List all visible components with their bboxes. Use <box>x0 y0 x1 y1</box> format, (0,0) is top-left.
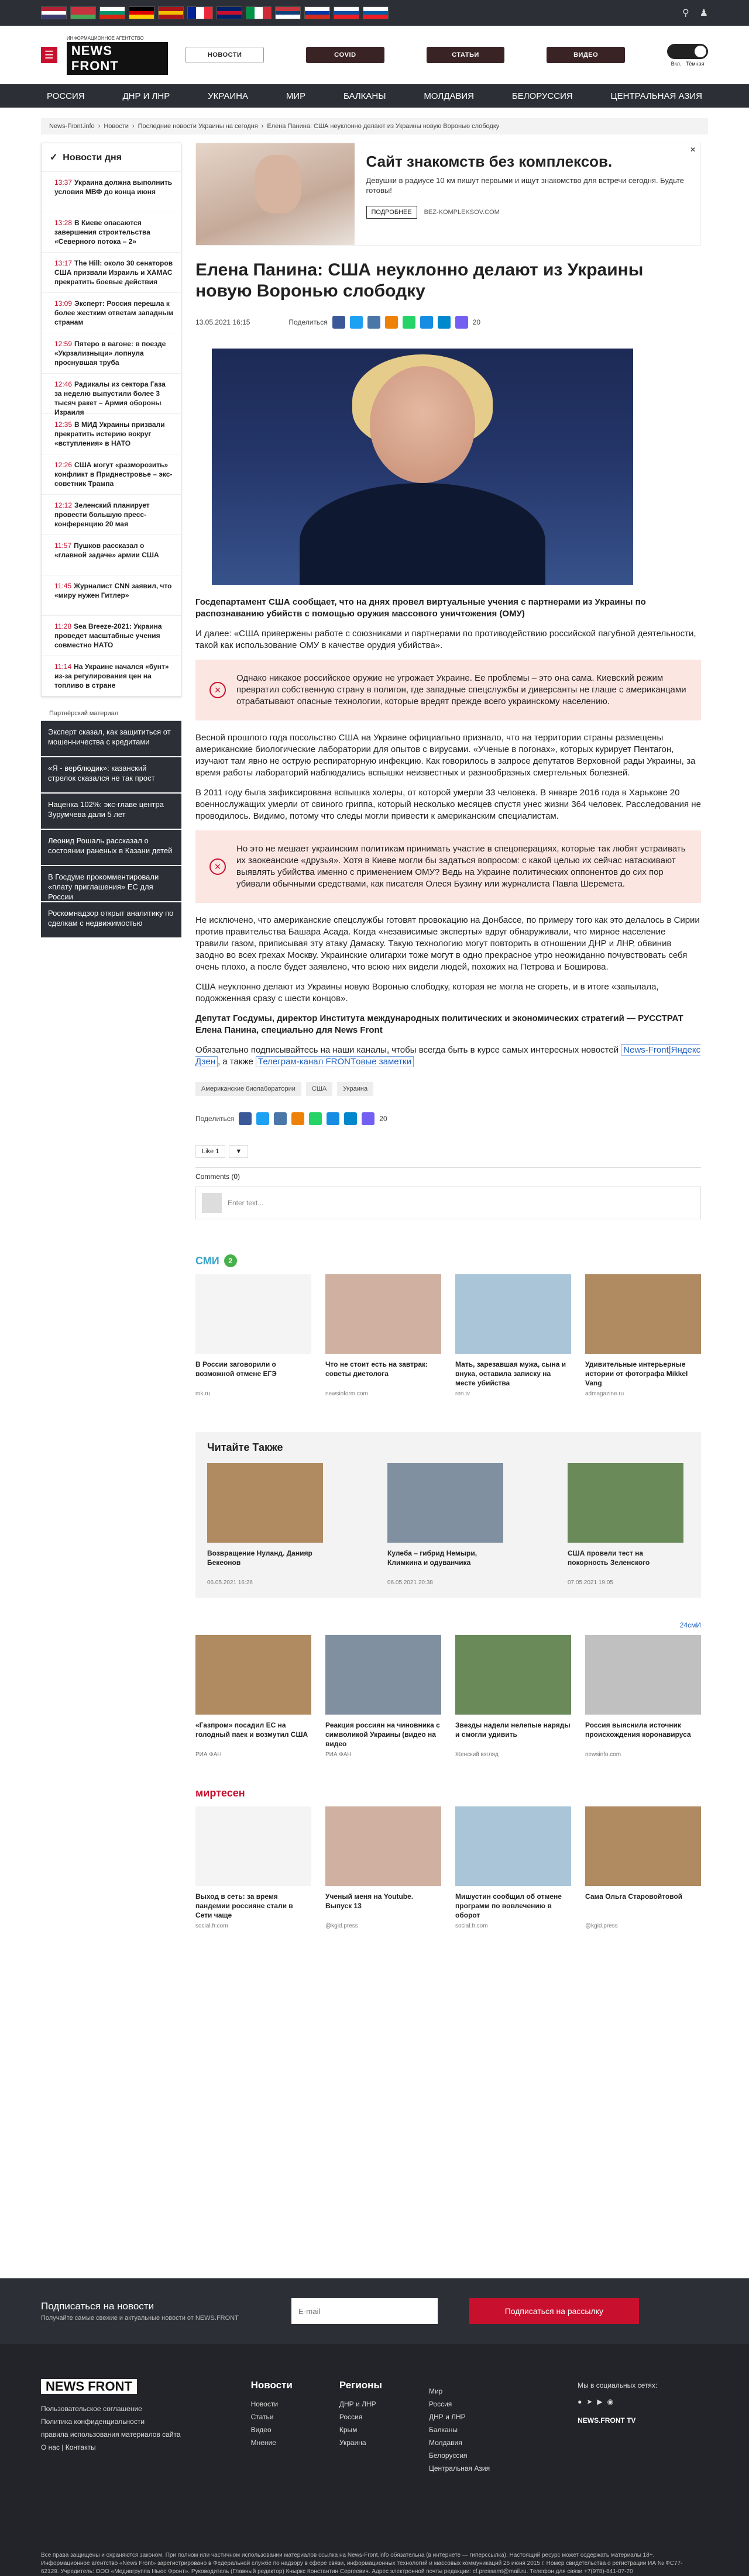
card-source: ren.tv <box>455 1391 470 1397</box>
card-item[interactable] <box>195 1806 311 1929</box>
zen-link[interactable]: News-Front|Яндекс Дзен <box>195 1045 701 1067</box>
legal-text: Все права защищены и охраняются законом. При полном или частичном использовании материалов ссылка на News-Front.info обязательна (в интернете — гиперссылка). Настоящий ресурс может содержать материалы 18+. Информационное агентство «News Front» зарегистрировано в Федеральной службе по надзору в сфере связи, информационных технологий и массовых коммуникаций 26 июня 2015 г. Номер свидетельства о регистрации ИА № ФС77-62129. Учредитель: ООО «Медиагруппа Ньюс Фронт». Руководитель (Главный редактор) Кныркс Константин Сергеевич. Адрес электронной почты редакции: cf.pressamt@mail.ru. Телефон для связи +7(978)-841-07-70 <box>41 2552 683 2575</box>
footer-region-link[interactable]: Молдавия <box>428 2439 462 2447</box>
comments-section <box>195 1167 701 1219</box>
ok-icon[interactable] <box>291 1112 304 1125</box>
article-author: Депутат Госдумы, директор Института международных политических и экономических стратегий — РУССТРАТ Елена Панина, специально для News Front <box>195 1013 683 1035</box>
like-bar <box>195 1145 701 1158</box>
card-source: РИА ФАН <box>325 1751 352 1758</box>
site-logo[interactable] <box>67 36 168 75</box>
card-title[interactable]: Кулеба – гибрид Немыри, Климкина и одуванчика <box>387 1549 477 1567</box>
article-quote: × Однако никакое российское оружие не угрожает Украине. Ее проблемы – это она сама. Киевский режим превратил собственную страну в полигон, где западные спецслужбы и диверсанты не глаше с американцами отрабатывают опасные технологии, которые вредят прежде всего украинскому населению. <box>195 660 701 720</box>
news-time: 12:59 <box>54 340 73 348</box>
card-title[interactable]: Россия выяснила источник происхождения коронавируса <box>585 1721 691 1739</box>
sidebar-news-item[interactable] <box>42 414 181 454</box>
flag-by-icon[interactable] <box>70 6 96 19</box>
flag-bg-icon[interactable] <box>99 6 125 19</box>
share-count: 20 <box>379 1115 387 1123</box>
toggle-dark-label: Тёмная <box>685 60 705 67</box>
nav-dnr-lnr[interactable]: ДНР И ЛНР <box>122 91 170 101</box>
card-source: admagazine.ru <box>585 1391 624 1397</box>
mirtesen-logo[interactable]: миртесен <box>195 1787 245 1799</box>
covid-button[interactable]: COVID <box>306 47 384 63</box>
site-header <box>0 26 749 84</box>
news-time: 11:57 <box>54 542 72 550</box>
news-time: 11:45 <box>54 582 72 590</box>
news-button[interactable]: НОВОСТИ <box>185 47 264 63</box>
main-nav <box>0 84 749 108</box>
quote-icon: × <box>209 858 226 875</box>
card-title[interactable]: В России заговорили о возможной отмене ЕГЭ <box>195 1360 277 1378</box>
crumb-home[interactable]: News-Front.info <box>49 123 95 130</box>
flag-de-icon[interactable] <box>129 6 154 19</box>
card-title[interactable]: Мишустин сообщил об отмене программ по вовлечению в оборот <box>455 1892 562 1919</box>
ok-icon[interactable] <box>385 316 398 329</box>
card-title[interactable]: США провели тест на покорность Зеленского <box>568 1549 650 1567</box>
card-image <box>325 1806 441 1886</box>
site-footer <box>0 2344 749 2576</box>
crumb-current: Елена Панина: США неуклонно делают из Украины новую Воронью слободку <box>267 123 500 130</box>
partner-item[interactable]: Леонид Рошаль рассказал о состоянии раненых в Казани детей <box>41 830 181 866</box>
card-title[interactable]: Реакция россиян на чиновника с символикой Украины (видео на видео <box>325 1721 440 1748</box>
vk-icon[interactable] <box>274 1112 287 1125</box>
footer-news-link[interactable]: Статьи <box>250 2413 274 2421</box>
card-image <box>207 1463 323 1543</box>
user-icon[interactable]: ♟ <box>699 8 708 18</box>
top-bar <box>0 0 749 26</box>
flag-it-icon[interactable] <box>246 6 272 19</box>
card-title[interactable]: Что не стоит есть на завтрак: советы диетолога <box>325 1360 428 1378</box>
card-source: social.fr.com <box>195 1923 228 1929</box>
card-image <box>455 1635 571 1715</box>
footer-link[interactable]: Пользовательское соглашение <box>41 2405 142 2413</box>
ok-icon[interactable]: ◉ <box>607 2398 614 2406</box>
news-time: 13:17 <box>54 259 73 267</box>
telegram-icon[interactable] <box>438 316 451 329</box>
footer-regions-title: Регионы <box>339 2380 382 2391</box>
smi2-logo[interactable]: 24смИ <box>679 1621 701 1629</box>
telegram-icon[interactable] <box>344 1112 357 1125</box>
sidebar-news-item[interactable] <box>42 172 181 212</box>
article-paragraph: И далее: «США привержены работе с союзниками и партнерами по противодействию российской пагубной деятельности, такой как использование ОМУ в качестве орудия убийства». <box>195 629 696 650</box>
footer-news-link[interactable]: Видео <box>250 2426 272 2434</box>
article-paragraph: Весной прошлого года посольство США на Украине официально признало, что на территории страны размещены американские биологические лаборатории для опытов с вирусами. «Ученые в погонах», которых курирует Пентагон, изучают там явно не острую респираторную инфекцию. Как говорилось в запросе депутатов Верховной рады Украины, за время работы лабораторий наблюдались вспышки неизвестных и разнообразных смертельных болезней. <box>195 733 696 778</box>
card-image <box>455 1274 571 1354</box>
card-source: Женский взгляд <box>455 1751 499 1758</box>
like-button[interactable]: Like 1 <box>195 1145 225 1158</box>
twitter-icon[interactable] <box>256 1112 269 1125</box>
moimir-icon[interactable] <box>420 316 433 329</box>
footer-region-link[interactable]: Россия <box>428 2400 452 2408</box>
card-item[interactable] <box>325 1274 441 1397</box>
news-time: 12:46 <box>54 380 73 388</box>
news-time: 11:14 <box>54 663 72 671</box>
card-item[interactable] <box>195 1274 311 1397</box>
article-subscribe-note: Обязательно подписывайтесь на наши каналы, чтобы всегда быть в курсе самых интересных новостей News-Front|Яндекс Дзен , а также Телеграм-канал FRONTовые заметки <box>195 1045 701 1067</box>
moimir-icon[interactable] <box>327 1112 339 1125</box>
tag[interactable]: Украина <box>337 1082 373 1096</box>
crumb-ukraine[interactable]: Последние новости Украины на сегодня <box>138 123 258 130</box>
card-image <box>195 1635 311 1715</box>
nav-russia[interactable]: РОССИЯ <box>47 91 85 101</box>
card-item[interactable] <box>325 1806 441 1929</box>
search-icon[interactable]: ⚲ <box>682 8 689 18</box>
footer-news-link[interactable]: Мнение <box>250 2439 276 2447</box>
ad-text: Девушки в радиусе 10 км пишут первыми и ищут знакомство для встречи сегодня. Будьте готовы! <box>366 176 684 195</box>
nav-balkans[interactable]: БАЛКАНЫ <box>343 91 386 101</box>
article-quote: × Но это не мешает украинским политикам принимать участие в спецоперациях, которые так любят устраивать их заокеанские «друзья». Хотя в Киеве могли бы задаться вопросом: с какой целью их сейчас натаскивают выявлять убийства именно с применением ОМУ? Ведь на Украине политических оппонентов до сих пор убивали обычными средствами, как писателя Олеся Бузину или журналиста Павла Шеремета. <box>195 830 701 903</box>
footer-region-link[interactable]: ДНР и ЛНР <box>339 2400 376 2408</box>
news-text: Украина должна выполнить условия МВФ до конца июня <box>54 178 173 196</box>
viber-icon[interactable] <box>362 1112 374 1125</box>
comment-input[interactable]: Enter text... <box>195 1187 701 1219</box>
card-title[interactable]: Ученый меня на Youtube. Выпуск 13 <box>325 1892 414 1910</box>
card-source: newsinfo.com <box>585 1751 621 1758</box>
card-image <box>387 1463 503 1543</box>
partner-item[interactable]: Роскомнадзор открыт аналитику по сделкам с недвижимостью <box>41 902 181 939</box>
card-image <box>325 1274 441 1354</box>
vk-icon[interactable] <box>367 316 380 329</box>
sidebar-news-item[interactable] <box>42 212 181 253</box>
sidebar-news-item[interactable] <box>42 575 181 616</box>
sidebar-news-item[interactable] <box>42 616 181 656</box>
footer-news-title: Новости <box>250 2380 293 2391</box>
news-text: Радикалы из сектора Газа за неделю выпустили более 3 тысяч ракет – Армия обороны Израиля <box>54 380 166 416</box>
card-image <box>568 1463 683 1543</box>
footer-logo[interactable]: NEWS FRONT <box>41 2379 137 2394</box>
card-image <box>195 1274 311 1354</box>
check-icon: ✓ <box>50 153 58 163</box>
crumb-news[interactable]: Новости <box>104 123 129 130</box>
card-title[interactable]: Возвращение Нуланд. Данияр Бекеонов <box>207 1549 312 1567</box>
share-label: Поделиться <box>195 1115 235 1123</box>
footer-region-link[interactable]: Украина <box>339 2439 366 2447</box>
subscribe-title: Подписаться на новости <box>41 2301 154 2312</box>
read-also <box>195 1432 701 1598</box>
subscribe-button[interactable]: Подписаться на рассылку <box>469 2298 639 2324</box>
article-paragraph: В 2011 году была зафиксирована вспышка холеры, от которой умерли 33 человека. В январе 2016 года в Харькове 20 военнослужащих умерли от свиного гриппа, который несколько месяцев спустя унес жизни 364 человек. Расследования не проводилось. Видимо, потому что следы могли привести к американским специалистам. <box>195 788 701 821</box>
card-title[interactable]: Выход в сеть: за время пандемии россияне стали в Сети чаще <box>195 1892 293 1919</box>
quote-icon: × <box>209 682 226 698</box>
news-time: 11:28 <box>54 622 72 630</box>
card-title[interactable]: Удивительные интерьерные истории от фотографа Mikkel Vang <box>585 1360 688 1387</box>
breadcrumb: News-Front.info › Новости › Последние новости Украины на сегодня › Елена Панина: США неуклонно делают из Украины новую Воронью слободку <box>41 118 708 135</box>
subscribe-text: Получайте самые свежие и актуальные новости от NEWS.FRONT <box>41 2315 239 2322</box>
ad-domain: BEZ-KOMPLEKSOV.COM <box>424 209 500 216</box>
article-date: 13.05.2021 16:15 <box>195 318 250 326</box>
ad-title[interactable]: Сайт знакомств без комплексов. <box>366 153 613 170</box>
news-text: Зеленский планирует провести большую пресс-конференцию 20 мая <box>54 501 150 528</box>
dark-mode-toggle[interactable] <box>667 44 708 67</box>
partner-item[interactable]: Наценка 102%: экс-главе центра Зурумчева дали 5 лет <box>41 794 181 830</box>
card-title[interactable]: Звезды надели нелепые наряды и смогли удивить <box>455 1721 571 1739</box>
card-source: @kgid.press <box>325 1923 358 1929</box>
logo-text: NEWS FRONT <box>67 42 168 75</box>
footer-link[interactable]: Политика конфиденциальности <box>41 2418 145 2426</box>
card-source: social.fr.com <box>455 1923 488 1929</box>
card-title[interactable]: Сама Ольга Старовойтовой <box>585 1892 683 1901</box>
smi-title: СМИ 2 <box>195 1254 701 1267</box>
footer-news-link[interactable]: Новости <box>250 2400 279 2408</box>
sidebar-news-item[interactable] <box>42 535 181 575</box>
news-text: The Hill: около 30 сенаторов США призвали Израиль и ХАМАС прекратить боевые действия <box>54 259 173 286</box>
article-photo <box>212 349 633 585</box>
news-text: В Киеве опасаются завершения строительства «Северного потока – 2» <box>54 219 150 246</box>
card-source: mk.ru <box>195 1391 210 1397</box>
news-of-day-title: ✓ Новости дня <box>42 143 181 172</box>
news-text: Пушков рассказал о «главной задаче» армии США <box>54 542 159 559</box>
article-meta <box>195 313 701 331</box>
whatsapp-icon[interactable] <box>403 316 415 329</box>
news-text: Эксперт: Россия перешла к более жестким ответам западным странам <box>54 299 174 326</box>
news-text: В МИД Украины призвали прекратить истерию вокруг «вступления» в НАТО <box>54 420 165 447</box>
card-item[interactable] <box>325 1635 441 1758</box>
card-item[interactable] <box>585 1274 701 1397</box>
flag-es-icon[interactable] <box>158 6 184 19</box>
social-title: Мы в социальных сетях: <box>578 2381 658 2389</box>
telegram-icon[interactable]: ➤ <box>586 2398 593 2406</box>
flag-us-icon[interactable] <box>41 6 67 19</box>
tag[interactable]: США <box>306 1082 332 1096</box>
partner-item[interactable]: В Госдуме прокомментировали «плату приглашения» ЕС для России <box>41 866 181 902</box>
share-count: 20 <box>472 318 481 326</box>
share-label: Поделиться <box>288 318 328 326</box>
sidebar-news-item[interactable] <box>42 454 181 495</box>
card-item[interactable] <box>455 1274 571 1397</box>
menu-icon[interactable]: ☰ <box>41 47 57 63</box>
tag[interactable]: Американские биолаборатории <box>195 1082 301 1096</box>
nav-belarus[interactable]: БЕЛОРУССИЯ <box>511 91 573 101</box>
facebook-icon[interactable] <box>332 316 345 329</box>
sidebar-news-item[interactable] <box>42 656 181 696</box>
flag-sk-icon[interactable] <box>334 6 359 19</box>
news-text: США могут «разморозить» конфликт в Приднестровье – экс-советник Трампа <box>54 461 173 488</box>
dislike-button[interactable]: ▼ <box>229 1145 248 1158</box>
footer-region-link[interactable]: Крым <box>339 2426 358 2434</box>
news-time: 12:26 <box>54 461 73 469</box>
flag-rs-icon[interactable] <box>275 6 301 19</box>
card-source: newsinform.com <box>325 1391 368 1397</box>
card-image <box>585 1274 701 1354</box>
viber-icon[interactable] <box>455 316 468 329</box>
article-paragraph: Не исключено, что американские спецслужбы готовят провокацию на Донбассе, по примеру того как это делалось в Сирии против правительства Башара Асада. Когда «независимые эксперты» вдруг обнаруживали, что мирное население травили газом, приписывая эту атаку Дамаску. Такую технологию могут повторить в отношении ДНР и ЛНР, обвинив заодно во всех грехах Москву. Украинские олигархи тоже могут в одно прекрасное утро неожиданно почувствовать себя очень плохо, а после будет заявлено, что всюю них видели людей, похожих на Петрова и Боширова. <box>195 915 700 972</box>
footer-region-link[interactable]: Белоруссия <box>428 2451 468 2460</box>
news-time: 13:09 <box>54 299 73 308</box>
card-source: РИА ФАН <box>195 1751 222 1758</box>
news-text: Sea Breeze-2021: Украина проведет масштабные учения совместно НАТО <box>54 622 162 649</box>
footer-region-link[interactable]: ДНР и ЛНР <box>428 2413 466 2421</box>
card-image <box>585 1806 701 1886</box>
card-image <box>585 1635 701 1715</box>
articles-button[interactable]: СТАТЬИ <box>427 47 505 63</box>
news-time: 13:28 <box>54 219 73 227</box>
card-item[interactable] <box>387 1463 503 1586</box>
footer-region-link[interactable]: Россия <box>339 2413 363 2421</box>
card-item[interactable] <box>585 1635 701 1758</box>
avatar <box>202 1193 222 1213</box>
card-source: 06.05.2021 20:38 <box>387 1580 433 1586</box>
footer-link[interactable]: правила использования материалов сайта <box>41 2430 181 2439</box>
article-title: Елена Панина: США неуклонно делают из Украины новую Воронью слободку <box>195 260 644 301</box>
youtube-icon[interactable]: ▶ <box>597 2398 603 2406</box>
nav-central-asia[interactable]: ЦЕНТРАЛЬНАЯ АЗИЯ <box>610 91 702 101</box>
ad-photo <box>196 143 355 245</box>
article-lead: Госдепартамент США сообщает, что на днях провел виртуальные учения с партнерами из Украины по распознаванию убийств с помощью оружия массового уничтожения (ОМУ) <box>195 597 646 619</box>
news-text: На Украине начался «бунт» из-за регулирования цен на топливо в стране <box>54 663 169 689</box>
card-item[interactable] <box>455 1635 571 1758</box>
flag-ru-icon[interactable] <box>304 6 330 19</box>
ad-banner[interactable] <box>195 143 701 246</box>
card-item[interactable] <box>207 1463 323 1586</box>
facebook-icon[interactable] <box>239 1112 252 1125</box>
footer-region-link[interactable]: Мир <box>428 2387 443 2395</box>
article-column <box>195 143 701 1929</box>
flag-gb-icon[interactable] <box>217 6 242 19</box>
news-text: Пятеро в вагоне: в поезде «Укрзализныци» лопнула проснувшая труба <box>54 340 166 367</box>
sidebar-news-item[interactable] <box>42 333 181 374</box>
partner-title: Партнёрский материал <box>41 697 181 721</box>
subscribe-bar <box>0 2278 749 2344</box>
card-image <box>325 1635 441 1715</box>
card-title[interactable]: «Газпром» посадил ЕС на голодный паек и возмутил США <box>195 1721 308 1739</box>
whatsapp-icon[interactable] <box>309 1112 322 1125</box>
nav-ukraine[interactable]: УКРАИНА <box>208 91 249 101</box>
news-time: 12:12 <box>54 501 73 509</box>
footer-region-link[interactable]: Центральная Азия <box>428 2464 490 2472</box>
card-source: 06.05.2021 16:26 <box>207 1580 253 1586</box>
read-also-title: Читайте Также <box>207 1442 283 1453</box>
nav-world[interactable]: МИР <box>286 91 306 101</box>
sidebar-news-item[interactable] <box>42 495 181 535</box>
sidebar <box>41 143 181 1929</box>
news-time: 13:37 <box>54 178 73 187</box>
ad-close-icon[interactable]: ✕ <box>689 146 696 154</box>
toggle-on-label: Вкл. <box>671 60 682 67</box>
card-source: @kgid.press <box>585 1923 618 1929</box>
news-time: 12:35 <box>54 420 73 429</box>
sidebar-news-item[interactable] <box>42 253 181 293</box>
article-paragraph: США неуклонно делают из Украины новую Воронью слободку, которая не могла не сгореть, и в итоге «запылала, подожженная сразу с шести концов». <box>195 982 659 1003</box>
logo-caption: ИНФОРМАЦИОННОЕ АГЕНТСТВО <box>66 35 144 41</box>
sidebar-news-item[interactable] <box>42 293 181 333</box>
ad-more-button[interactable]: ПОДРОБНЕЕ <box>366 206 417 219</box>
news-of-day-box <box>41 143 181 697</box>
video-button[interactable]: ВИДЕО <box>547 47 625 63</box>
comments-count[interactable]: Comments (0) <box>195 1173 240 1181</box>
partner-item[interactable]: «Я - верблюдик»: казанский стрелок сказался не так прост <box>41 757 181 794</box>
card-image <box>455 1806 571 1886</box>
footer-link[interactable]: О нас | Контакты <box>41 2443 96 2451</box>
telegram-link[interactable]: Телеграм-канал FRONTовые заметки <box>256 1056 414 1067</box>
card-item[interactable] <box>585 1806 701 1929</box>
card-source: 07.05.2021 19:05 <box>568 1580 613 1586</box>
card-item[interactable] <box>455 1806 571 1929</box>
card-item[interactable] <box>568 1463 683 1586</box>
card-image <box>195 1806 311 1886</box>
flag-fr-icon[interactable] <box>187 6 213 19</box>
news-text: Журналист CNN заявил, что «миру нужен Гитлер» <box>54 582 172 599</box>
tag-list <box>195 1082 701 1096</box>
card-item[interactable] <box>195 1635 311 1758</box>
vk-icon[interactable]: ● <box>578 2398 582 2406</box>
footer-region-link[interactable]: Балканы <box>428 2426 458 2434</box>
twitter-icon[interactable] <box>350 316 363 329</box>
flag-si-icon[interactable] <box>363 6 389 19</box>
sidebar-news-item[interactable] <box>42 374 181 414</box>
share-bottom <box>195 1110 701 1127</box>
partner-item[interactable]: Эксперт сказал, как защититься от мошенничества с кредитами <box>41 721 181 757</box>
nav-moldova[interactable]: МОЛДАВИЯ <box>424 91 474 101</box>
email-input[interactable] <box>291 2298 438 2324</box>
news-front-tv[interactable]: NEWS.FRONT TV <box>578 2416 636 2425</box>
card-title[interactable]: Мать, зарезавшая мужа, сына и внука, оставила записку на месте убийства <box>455 1360 566 1387</box>
